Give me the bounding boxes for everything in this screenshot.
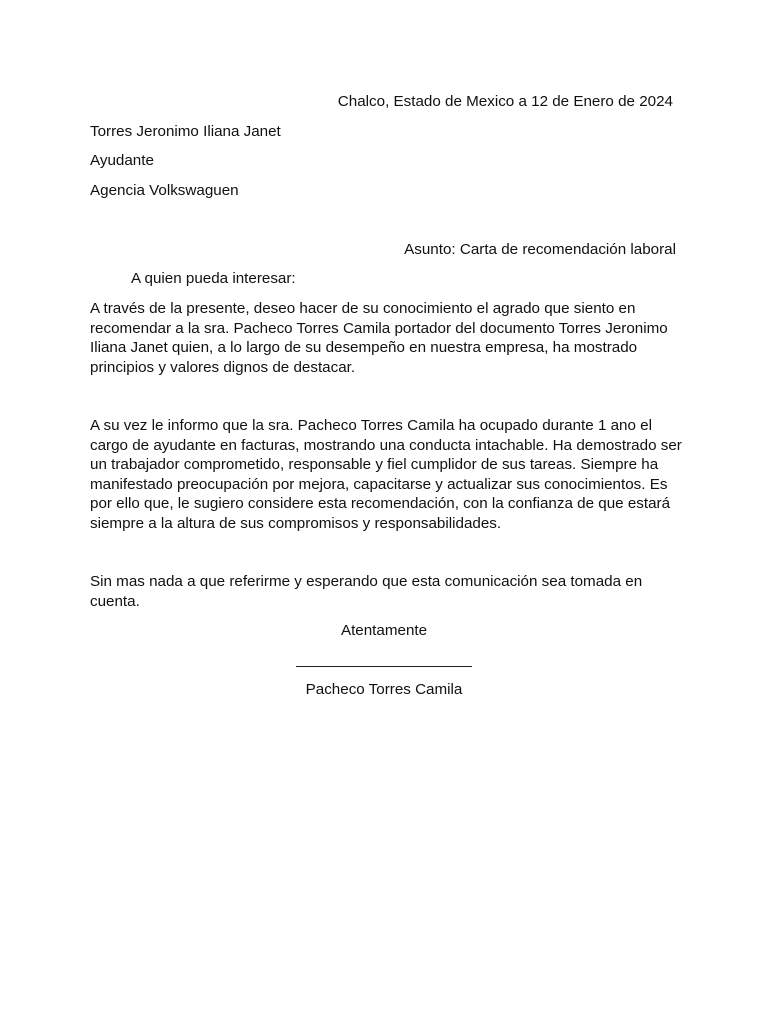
- signature-name: Pacheco Torres Camila: [305, 681, 463, 698]
- recipient-name: Torres Jeronimo Iliana Janet: [90, 123, 281, 140]
- recipient-company: Agencia Volkswaguen: [90, 182, 239, 199]
- closing: Atentamente: [340, 622, 428, 639]
- body-paragraph-3: Sin mas nada a que referirme y esperando que esta comunicación sea tomada en cuenta.: [90, 573, 643, 610]
- place-date: Chalco, Estado de Mexico a 12 de Enero de 2024: [337, 93, 673, 110]
- signature-line: [296, 666, 472, 667]
- recipient-position: Ayudante: [90, 152, 154, 169]
- body-paragraph-1: A través de la presente, deseo hacer de su conocimiento el agrado que siento en recomendar a la sra. Pacheco Torres Camila portador del documento Torres Jeronimo Iliana Janet quien, a lo largo de su desempeño en nuestra empresa, ha mostrado principios y valores dignos de destacar.: [90, 300, 668, 376]
- subject-line: Asunto: Carta de recomendación laboral: [404, 241, 676, 258]
- body-paragraph-2: A su vez le informo que la sra. Pacheco Torres Camila ha ocupado durante 1 ano el cargo de ayudante en facturas, mostrando una conducta intachable. Ha demostrado ser un trabajador comprometido, responsable y fiel cumplidor de sus tareas. Siempre ha manifestado preocupación por mejora, capacitarse y actualizar sus conocimientos. Es por ello que, le sugiero considere esta recomendación, con la confianza de que estará siempre a la altura de sus compromisos y responsabilidades.: [90, 417, 682, 532]
- salutation: A quien pueda interesar:: [131, 270, 296, 287]
